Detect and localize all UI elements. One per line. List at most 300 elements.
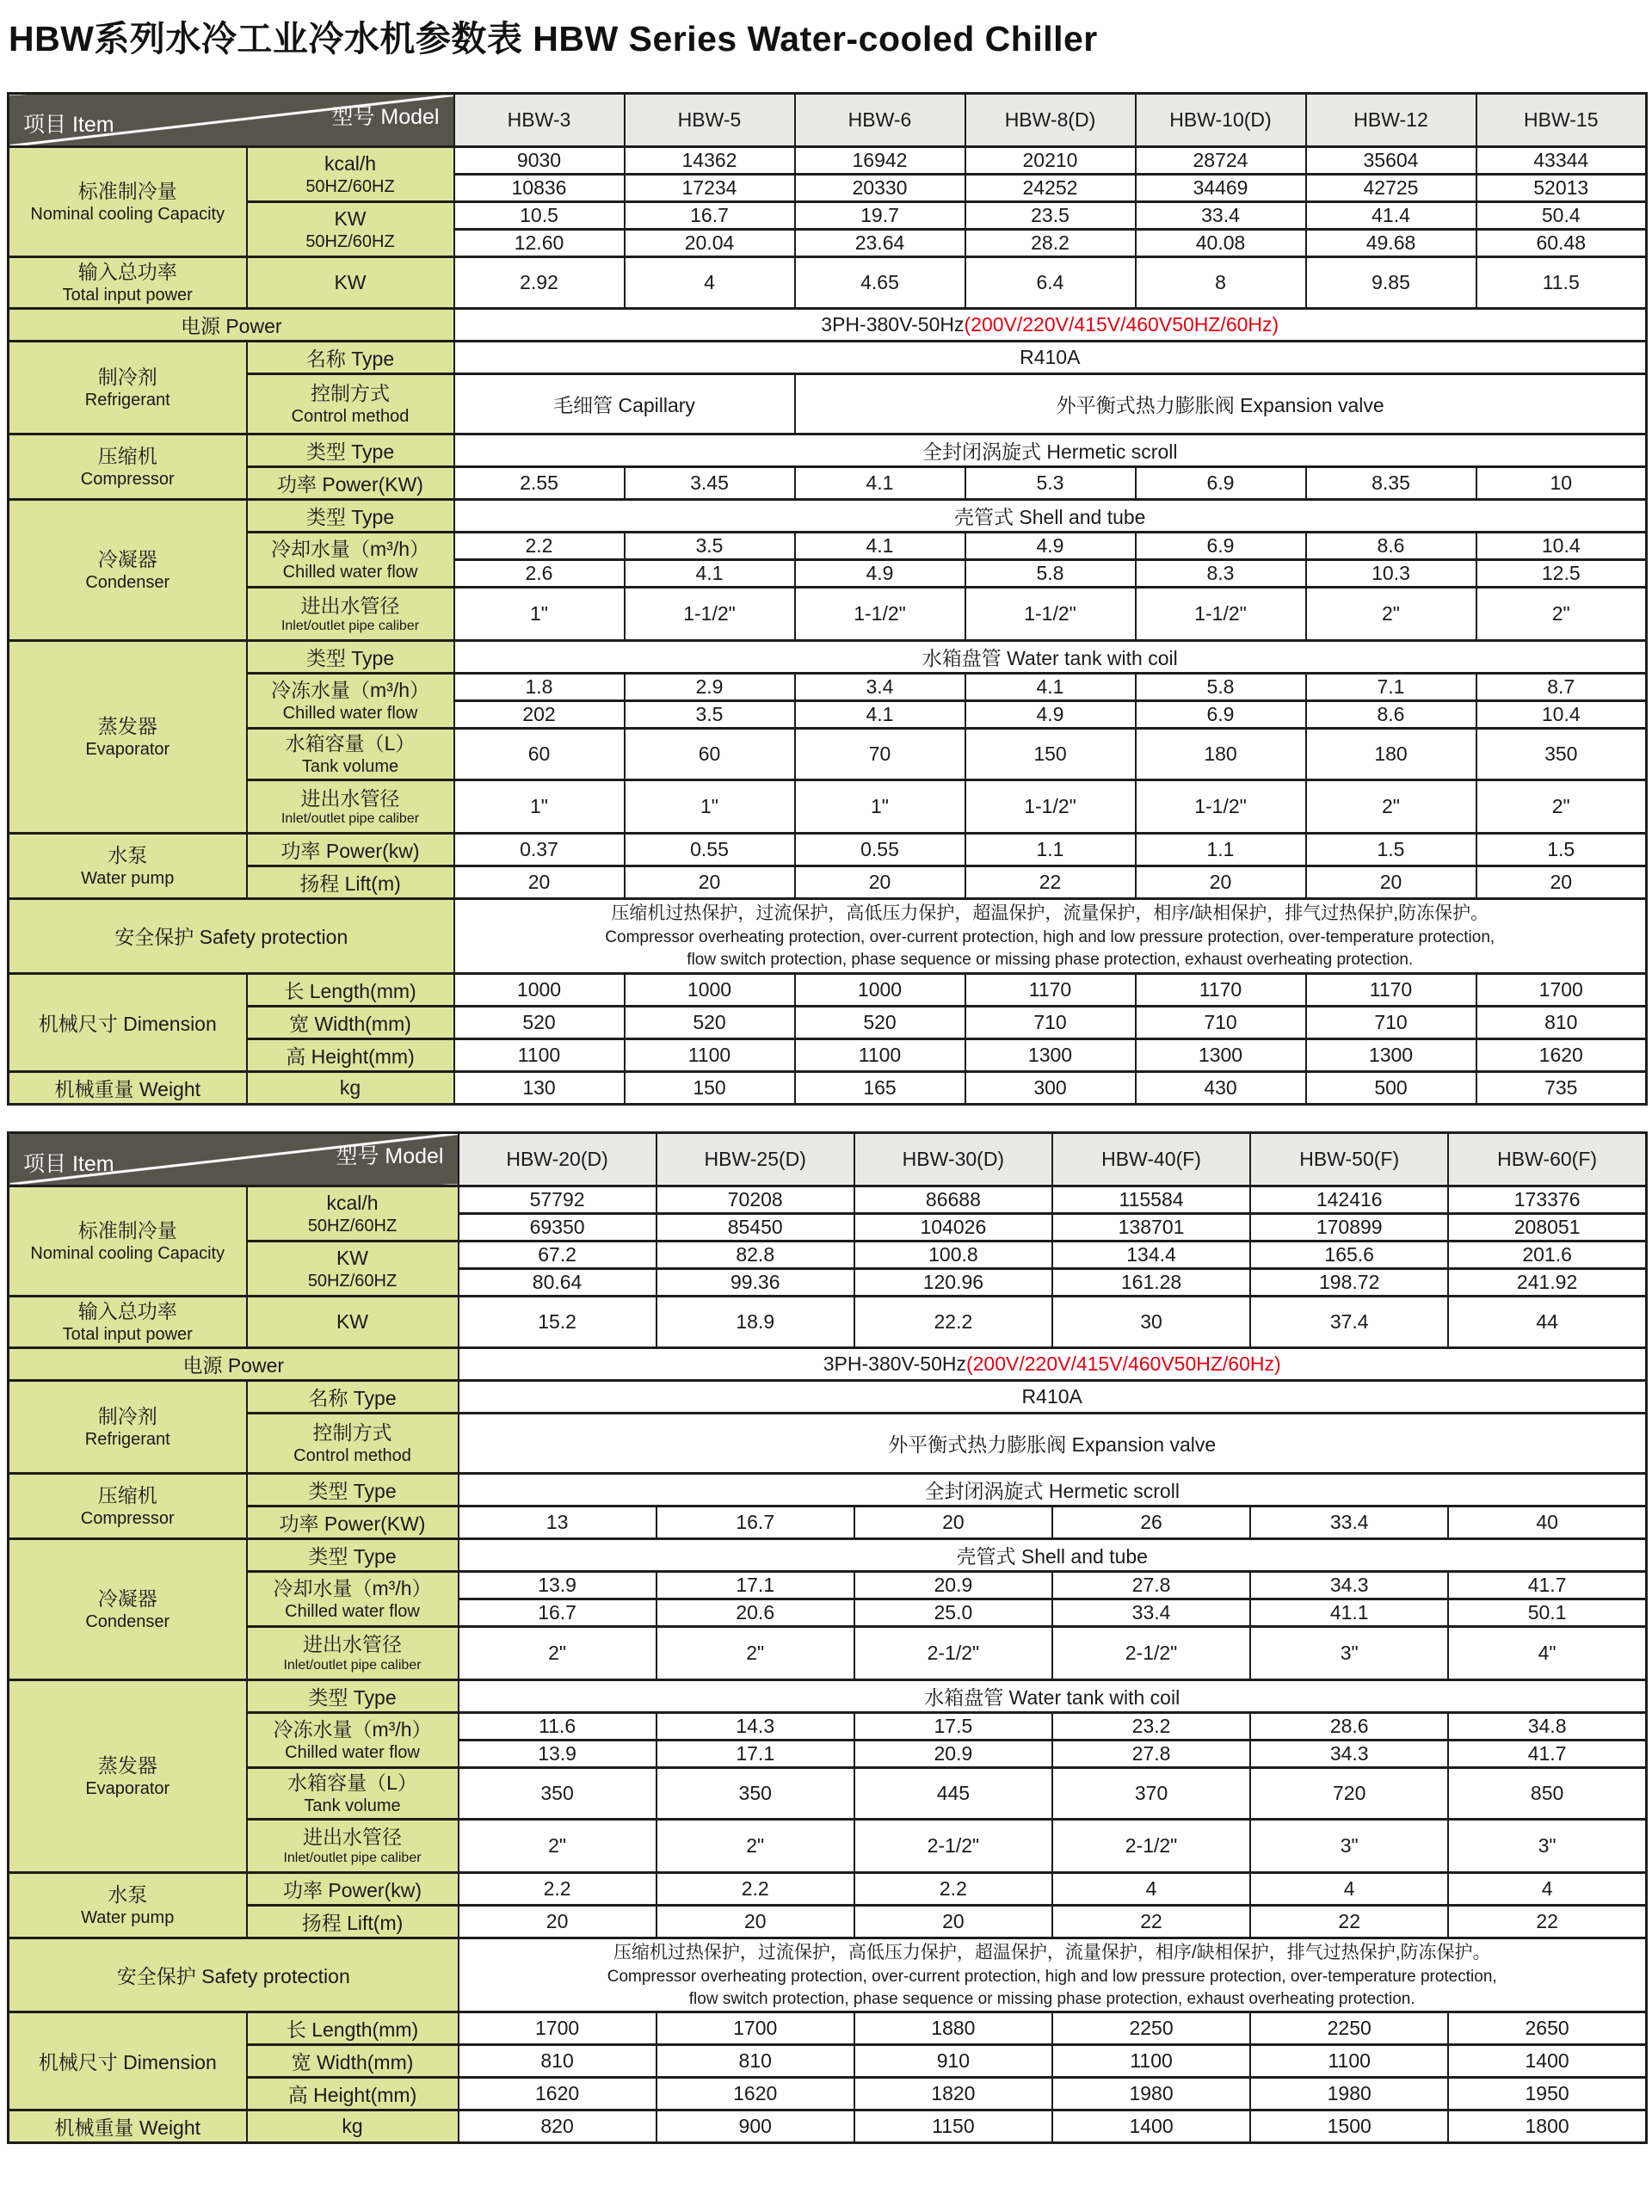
value-cell: 20 [1306, 866, 1476, 899]
value-cell: 2.9 [625, 674, 795, 701]
value-cell: 4.1 [795, 533, 965, 560]
sublabel-cooling-water-flow-line1: 冷却水量（m³/h） [273, 1576, 432, 1599]
value-cell: 5.3 [965, 467, 1136, 500]
value-cell: 710 [1306, 1006, 1476, 1038]
table-row [9, 1712, 1647, 1740]
value-cell: 241.92 [1448, 1268, 1646, 1296]
value-cell: 1800 [1448, 2110, 1646, 2143]
label-compressor-line2: Compressor [80, 1508, 175, 1528]
value-cell: 1170 [965, 973, 1136, 1006]
value-cell: 17.1 [656, 1571, 854, 1599]
value-cell: 1700 [656, 2012, 854, 2045]
value-cell: 0.37 [454, 834, 625, 866]
value-cell: 11.5 [1476, 257, 1647, 309]
value-cell: 430 [1136, 1071, 1306, 1104]
sublabel-control-method-line1: 控制方式 [312, 1420, 392, 1444]
table-row [9, 1938, 1647, 2012]
value-cell: 70208 [656, 1186, 854, 1213]
label-compressor [9, 1473, 247, 1538]
sublabel-name-type: 名称 Type [247, 1380, 459, 1413]
sublabel-cond-pipe-caliber-line2: Inlet/outlet pipe caliber [283, 1658, 422, 1673]
value-cell: 180 [1306, 729, 1476, 780]
sublabel-compressor-type: 类型 Type [247, 434, 454, 467]
label-total-input-power [9, 1296, 247, 1347]
value-cell: 23.2 [1052, 1712, 1250, 1740]
table-row [9, 1413, 1647, 1473]
sublabel-cond-pipe-caliber-line1: 进出水管径 [303, 1633, 402, 1656]
label-evaporator-line1: 蒸发器 [97, 1753, 157, 1777]
safety-text-en2: flow switch protection, phase sequence or missing phase protection, exhaust overheating protection. [687, 951, 1414, 970]
value-cell: 17.5 [854, 1712, 1052, 1740]
table-row [9, 1506, 1647, 1538]
label-evaporator [9, 641, 247, 834]
value-cell: 1.1 [965, 834, 1136, 866]
model-header-cell: HBW-10(D) [1136, 94, 1306, 147]
value-cell: 350 [656, 1767, 854, 1819]
value-cell: 445 [854, 1767, 1052, 1819]
value-cell: 520 [795, 1006, 965, 1038]
value-cell: 2-1/2" [1052, 1819, 1250, 1872]
value-cell: 161.28 [1052, 1268, 1250, 1296]
value-cell: 16.7 [459, 1599, 656, 1626]
table-mount-1 [7, 92, 1652, 1106]
label-refrigerant-line2: Refrigerant [84, 1429, 170, 1449]
value-cell: 10.3 [1306, 560, 1476, 588]
value-cell: 710 [965, 1006, 1136, 1038]
model-header-cell: HBW-25(D) [656, 1132, 854, 1186]
model-header-cell: HBW-30(D) [854, 1132, 1052, 1186]
value-cell: 2.6 [454, 560, 625, 588]
value-cell: 8.6 [1306, 533, 1476, 560]
corner-item-label: 项目 Item [23, 113, 114, 137]
evaporator-type-cell: 水箱盘管 Water tank with coil [459, 1679, 1647, 1712]
value-cell: 100.8 [854, 1241, 1052, 1268]
label-refrigerant-line2: Refrigerant [84, 390, 170, 410]
model-header-cell: HBW-8(D) [965, 94, 1136, 147]
sublabel-kw [247, 202, 454, 257]
corner-cell [9, 94, 454, 147]
label-total-input-power [9, 257, 247, 309]
table-row [9, 1186, 1647, 1213]
safety-text-zh: 压缩机过热保护，过流保护，高低压力保护，超温保护，流量保护，相序/缺相保护，排气过热保护,防冻保护。 [613, 1942, 1491, 1962]
value-cell: 16.7 [656, 1506, 854, 1538]
table-row [9, 533, 1647, 560]
value-cell: 1-1/2" [965, 780, 1136, 834]
sublabel-control-method [247, 374, 454, 434]
value-cell: 22.2 [854, 1296, 1052, 1347]
value-cell: 130 [454, 1071, 625, 1104]
value-cell: 41.1 [1250, 1599, 1448, 1626]
value-cell: 34.8 [1448, 1712, 1646, 1740]
sublabel-kw-line2: 50HZ/60HZ [305, 231, 395, 251]
value-cell: 2" [656, 1626, 854, 1679]
value-cell: 17.1 [656, 1740, 854, 1767]
value-cell: 20.6 [656, 1599, 854, 1626]
value-cell: 0.55 [625, 834, 795, 866]
value-cell: 520 [625, 1006, 795, 1038]
label-refrigerant-line1: 制冷剂 [97, 366, 157, 389]
value-cell: 820 [459, 2110, 656, 2143]
value-cell: 8.3 [1136, 560, 1306, 588]
value-cell: 910 [854, 2045, 1052, 2078]
corner-model-label: 型号 Model [336, 1143, 444, 1168]
value-cell: 86688 [854, 1186, 1052, 1213]
sublabel-kg: kg [247, 2110, 459, 2143]
label-condenser [9, 1538, 247, 1679]
value-cell: 41.7 [1448, 1571, 1646, 1599]
value-cell: 198.72 [1250, 1268, 1448, 1296]
sublabel-evap-pipe-caliber-line2: Inlet/outlet pipe caliber [283, 1851, 422, 1865]
value-cell: 35604 [1306, 147, 1476, 175]
value-cell: 80.64 [459, 1268, 656, 1296]
label-safety-protection: 安全保护 Safety protection [9, 899, 454, 974]
sublabel-evap-pipe-caliber [247, 1819, 459, 1872]
label-condenser-line2: Condenser [85, 572, 170, 592]
value-cell: 33.4 [1052, 1599, 1250, 1626]
table-row [9, 834, 1647, 866]
value-cell: 4.9 [965, 533, 1136, 560]
label-refrigerant [9, 342, 247, 434]
label-condenser-line1: 冷凝器 [97, 548, 157, 571]
value-cell: 810 [1476, 1006, 1647, 1038]
value-cell: 2" [1476, 780, 1647, 834]
sublabel-chilled-water-flow [247, 1712, 459, 1767]
value-cell: 16942 [795, 147, 965, 175]
value-cell: 9030 [454, 147, 625, 175]
table-row [9, 342, 1647, 374]
sublabel-chilled-water-flow [247, 674, 454, 729]
value-cell: 1" [454, 588, 625, 641]
label-refrigerant [9, 1380, 247, 1473]
value-cell: 5.8 [1136, 674, 1306, 701]
value-cell: 3" [1448, 1819, 1646, 1872]
value-cell: 2250 [1052, 2012, 1250, 2045]
sublabel-tank-volume [247, 1767, 459, 1819]
value-cell: 1000 [625, 973, 795, 1006]
value-cell: 350 [459, 1767, 656, 1819]
sublabel-cooling-water-flow-line2: Chilled water flow [285, 1601, 420, 1621]
value-cell: 43344 [1476, 147, 1647, 175]
sublabel-cooling-water-flow-line1: 冷却水量（m³/h） [271, 538, 429, 561]
value-cell: 3.5 [625, 533, 795, 560]
label-compressor-line1: 压缩机 [97, 1483, 157, 1507]
value-cell: 41.4 [1306, 202, 1476, 230]
label-cooling-capacity [9, 147, 247, 257]
label-water-pump-line2: Water pump [81, 868, 175, 888]
value-cell: 34469 [1136, 175, 1306, 202]
value-cell: 1150 [854, 2110, 1052, 2143]
value-cell: 2" [459, 1626, 656, 1679]
value-cell: 1620 [656, 2078, 854, 2110]
value-cell: 1" [454, 780, 625, 834]
label-evaporator-line2: Evaporator [85, 739, 170, 759]
label-evaporator [9, 1679, 247, 1872]
value-cell: 1000 [454, 973, 625, 1006]
sublabel-kw-line2: 50HZ/60HZ [307, 1271, 398, 1291]
compressor-type-cell: 全封闭涡旋式 Hermetic scroll [459, 1473, 1647, 1506]
value-cell: 0.55 [795, 834, 965, 866]
table-row [9, 309, 1647, 342]
value-cell: 180 [1136, 729, 1306, 780]
value-cell: 60.48 [1476, 230, 1647, 257]
table-row [9, 1626, 1647, 1679]
value-cell: 202 [454, 701, 625, 729]
value-cell: 134.4 [1052, 1241, 1250, 1268]
value-cell: 2.92 [454, 257, 625, 309]
value-cell: 2250 [1250, 2012, 1448, 2045]
value-cell: 1-1/2" [625, 588, 795, 641]
value-cell: 10.4 [1476, 701, 1647, 729]
value-cell: 22 [965, 866, 1136, 899]
value-cell: 60 [454, 729, 625, 780]
table-row [9, 1571, 1647, 1599]
value-cell: 4 [1250, 1872, 1448, 1905]
value-cell: 8.7 [1476, 674, 1647, 701]
sublabel-name-type: 名称 Type [247, 342, 454, 374]
table-row [9, 147, 1647, 175]
safety-text-zh: 压缩机过热保护，过流保护，高低压力保护，超温保护，流量保护，相序/缺相保护，排气过热保护,防冻保护。 [611, 903, 1489, 923]
sublabel-cond-pipe-caliber-line1: 进出水管径 [300, 594, 400, 617]
table-row [9, 866, 1647, 899]
value-cell: 2.2 [454, 533, 625, 560]
label-compressor [9, 434, 247, 500]
sublabel-height: 高 Height(mm) [247, 1038, 454, 1071]
value-cell: 1.5 [1476, 834, 1647, 866]
safety-text-cell [454, 899, 1647, 974]
table-row [9, 2045, 1647, 2078]
value-cell: 900 [656, 2110, 854, 2143]
sublabel-chilled-water-flow-line1: 冷冻水量（m³/h） [271, 679, 429, 702]
label-water-pump-line1: 水泵 [108, 1882, 148, 1906]
value-cell: 13.9 [459, 1740, 656, 1767]
value-cell: 4.65 [795, 257, 965, 309]
value-cell: 2650 [1448, 2012, 1646, 2045]
value-cell: 20 [1136, 866, 1306, 899]
value-cell: 28724 [1136, 147, 1306, 175]
value-cell: 11.6 [459, 1712, 656, 1740]
model-header-cell: HBW-12 [1306, 94, 1476, 147]
value-cell: 42725 [1306, 175, 1476, 202]
value-cell: 500 [1306, 1071, 1476, 1104]
value-cell: 720 [1250, 1767, 1448, 1819]
value-cell: 10836 [454, 175, 625, 202]
label-compressor-line2: Compressor [80, 469, 175, 489]
sublabel-control-method-line2: Control method [291, 406, 410, 426]
value-cell: 138701 [1052, 1213, 1250, 1241]
sublabel-pump-power: 功率 Power(kw) [247, 834, 454, 866]
table-row [9, 257, 1647, 309]
value-cell: 1170 [1136, 973, 1306, 1006]
value-cell: 1100 [795, 1038, 965, 1071]
value-cell: 1.8 [454, 674, 625, 701]
table-row [9, 374, 1647, 434]
value-cell: 27.8 [1052, 1740, 1250, 1767]
value-cell: 20 [625, 866, 795, 899]
value-cell: 20 [454, 866, 625, 899]
value-cell: 40.08 [1136, 230, 1306, 257]
value-cell: 20 [795, 866, 965, 899]
value-cell: 40 [1448, 1506, 1646, 1538]
value-cell: 2" [459, 1819, 656, 1872]
value-cell: 2.2 [656, 1872, 854, 1905]
value-cell: 13 [459, 1506, 656, 1538]
safety-text-cell [459, 1938, 1647, 2012]
value-cell: 115584 [1052, 1186, 1250, 1213]
control-expansion-cell: 外平衡式热力膨胀阀 Expansion valve [459, 1413, 1647, 1473]
value-cell: 1950 [1448, 2078, 1646, 2110]
sublabel-width: 宽 Width(mm) [247, 1006, 454, 1038]
table-row [9, 1038, 1647, 1071]
label-water-pump [9, 834, 247, 899]
value-cell: 735 [1476, 1071, 1647, 1104]
value-cell: 4 [1448, 1872, 1646, 1905]
refrigerant-type-cell: R410A [454, 342, 1647, 374]
power-value-black: 3PH-380V-50Hz [821, 313, 965, 336]
label-compressor-line1: 压缩机 [97, 445, 157, 468]
sublabel-evap-pipe-caliber-line1: 进出水管径 [303, 1826, 402, 1849]
value-cell: 1500 [1250, 2110, 1448, 2143]
power-supply-cell [454, 309, 1647, 342]
value-cell: 1620 [459, 2078, 656, 2110]
table-row [9, 1380, 1647, 1413]
value-cell: 2-1/2" [1052, 1626, 1250, 1679]
sublabel-height: 高 Height(mm) [247, 2078, 459, 2110]
value-cell: 57792 [459, 1186, 656, 1213]
value-cell: 4.1 [795, 701, 965, 729]
sublabel-control-method [247, 1413, 459, 1473]
value-cell: 2" [1476, 588, 1647, 641]
model-header-cell: HBW-60(F) [1448, 1132, 1646, 1186]
value-cell: 30 [1052, 1296, 1250, 1347]
value-cell: 6.9 [1136, 467, 1306, 500]
sublabel-kcal [247, 147, 454, 202]
table-row [9, 434, 1647, 467]
value-cell: 1980 [1250, 2078, 1448, 2110]
model-header-cell: HBW-50(F) [1250, 1132, 1448, 1186]
value-cell: 300 [965, 1071, 1136, 1104]
value-cell: 99.36 [656, 1268, 854, 1296]
label-weight: 机械重量 Weight [9, 2110, 247, 2143]
sublabel-kw-line1: KW [336, 1246, 369, 1269]
table-row [9, 1347, 1647, 1380]
value-cell: 810 [459, 2045, 656, 2078]
sublabel-evaporator-type: 类型 Type [247, 1679, 459, 1712]
spec-table-1 [7, 92, 1648, 1106]
sublabel-cooling-water-flow-line2: Chilled water flow [282, 562, 418, 582]
sublabel-condenser-type: 类型 Type [247, 1538, 459, 1571]
value-cell: 20 [459, 1905, 656, 1938]
value-cell: 2.55 [454, 467, 625, 500]
sublabel-evaporator-type: 类型 Type [247, 641, 454, 674]
value-cell: 1" [795, 780, 965, 834]
value-cell: 208051 [1448, 1213, 1646, 1241]
value-cell: 1-1/2" [965, 588, 1136, 641]
value-cell: 10.5 [454, 202, 625, 230]
value-cell: 26 [1052, 1506, 1250, 1538]
table-row [9, 94, 1647, 147]
value-cell: 810 [656, 2045, 854, 2078]
value-cell: 150 [965, 729, 1136, 780]
table-row [9, 1071, 1647, 1104]
label-cooling-capacity-line1: 标准制冷量 [77, 180, 177, 203]
value-cell: 8.35 [1306, 467, 1476, 500]
label-evaporator-line1: 蒸发器 [97, 715, 157, 738]
sublabel-control-method-line2: Control method [293, 1445, 411, 1465]
value-cell: 2-1/2" [854, 1626, 1052, 1679]
label-total-input-power-line1: 输入总功率 [77, 261, 177, 284]
value-cell: 23.5 [965, 202, 1136, 230]
sublabel-cooling-water-flow [247, 1571, 459, 1626]
sublabel-tank-volume-line1: 水箱容量（L） [287, 1771, 417, 1794]
value-cell: 1400 [1448, 2045, 1646, 2078]
value-cell: 20 [656, 1905, 854, 1938]
value-cell: 1700 [1476, 973, 1647, 1006]
value-cell: 1300 [1306, 1038, 1476, 1071]
value-cell: 1880 [854, 2012, 1052, 2045]
table-row [9, 1296, 1647, 1347]
value-cell: 350 [1476, 729, 1647, 780]
value-cell: 1620 [1476, 1038, 1647, 1071]
value-cell: 1.1 [1136, 834, 1306, 866]
power-value-red: (200V/220V/415V/460V50HZ/60Hz) [964, 313, 1279, 336]
sublabel-evap-pipe-caliber [247, 780, 454, 834]
sublabel-tank-volume [247, 729, 454, 780]
value-cell: 16.7 [625, 202, 795, 230]
condenser-type-cell: 壳管式 Shell and tube [459, 1538, 1647, 1571]
power-supply-cell [459, 1347, 1647, 1380]
corner-item-label: 项目 Item [23, 1151, 114, 1176]
value-cell: 1100 [625, 1038, 795, 1071]
value-cell: 1100 [454, 1038, 625, 1071]
model-header-cell: HBW-20(D) [459, 1132, 656, 1186]
label-water-pump [9, 1872, 247, 1938]
value-cell: 60 [625, 729, 795, 780]
sublabel-width: 宽 Width(mm) [247, 2045, 459, 2078]
sublabel-control-method-line1: 控制方式 [311, 382, 390, 405]
value-cell: 1-1/2" [1136, 588, 1306, 641]
sublabel-kw-line1: KW [334, 207, 367, 231]
table-row [9, 1473, 1647, 1506]
value-cell: 1820 [854, 2078, 1052, 2110]
sublabel-kg: kg [247, 1071, 454, 1104]
value-cell: 1000 [795, 973, 965, 1006]
value-cell: 4.1 [625, 560, 795, 588]
label-cooling-capacity [9, 1186, 247, 1296]
spec-table-2 [7, 1131, 1648, 2145]
value-cell: 2-1/2" [854, 1819, 1052, 1872]
sublabel-chilled-water-flow-line2: Chilled water flow [285, 1742, 420, 1762]
value-cell: 50.4 [1476, 202, 1647, 230]
table-row [9, 588, 1647, 641]
value-cell: 710 [1136, 1006, 1306, 1038]
sublabel-cond-pipe-caliber-line2: Inlet/outlet pipe caliber [280, 619, 420, 634]
value-cell: 201.6 [1448, 1241, 1646, 1268]
sublabel-input-unit: KW [247, 257, 454, 309]
value-cell: 1700 [459, 2012, 656, 2045]
safety-text-en1: Compressor overheating protection, over-current protection, high and low pressure protection, over-temperature protection, [605, 928, 1495, 947]
value-cell: 4 [1052, 1872, 1250, 1905]
table-row [9, 467, 1647, 500]
label-dimension: 机械尺寸 Dimension [9, 973, 247, 1071]
value-cell: 20.9 [854, 1571, 1052, 1599]
value-cell: 1980 [1052, 2078, 1250, 2110]
table-row [9, 2012, 1647, 2045]
sublabel-tank-volume-line2: Tank volume [301, 756, 399, 776]
value-cell: 18.9 [656, 1296, 854, 1347]
value-cell: 4.1 [795, 467, 965, 500]
value-cell: 2" [1306, 780, 1476, 834]
table-row [9, 2078, 1647, 2110]
